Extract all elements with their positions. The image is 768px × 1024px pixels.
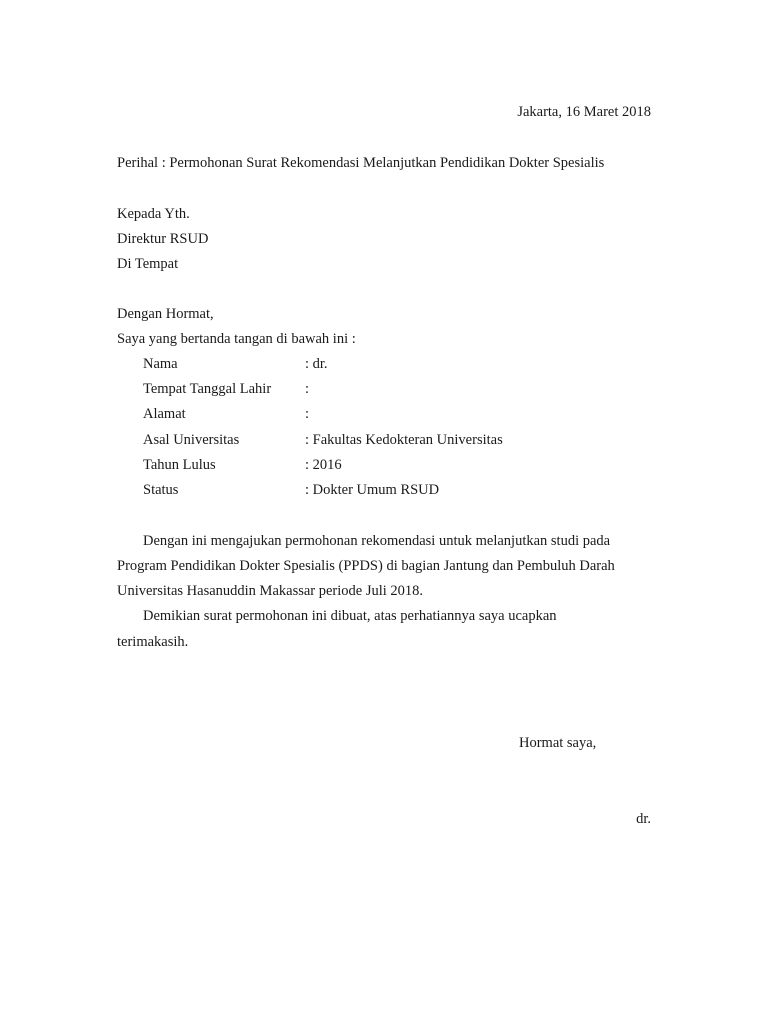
field-label-ttl: Tempat Tanggal Lahir xyxy=(143,381,272,397)
greeting: Dengan Hormat, xyxy=(117,306,214,322)
subject-line: Perihal : Permohonan Surat Rekomendasi Melanjutkan Pendidikan Dokter Spesialis xyxy=(117,155,605,171)
recipient-line-3: Di Tempat xyxy=(117,256,179,272)
field-label-nama: Nama xyxy=(143,356,178,372)
closing: Hormat saya, xyxy=(519,735,597,751)
body-p2-line1: Demikian surat permohonan ini dibuat, atas perhatiannya saya ucapkan xyxy=(143,608,557,624)
field-value-status: : Dokter Umum RSUD xyxy=(305,482,440,498)
field-label-universitas: Asal Universitas xyxy=(143,432,240,448)
field-value-universitas: : Fakultas Kedokteran Universitas xyxy=(305,432,503,448)
intro-line: Saya yang bertanda tangan di bawah ini : xyxy=(117,331,356,347)
field-value-ttl: : xyxy=(305,381,310,397)
field-value-nama: : dr. xyxy=(305,356,328,372)
body-p1-line2: Program Pendidikan Dokter Spesialis (PPDS) di bagian Jantung dan Pembuluh Darah xyxy=(117,558,615,574)
body-p1-line1: Dengan ini mengajukan permohonan rekomendasi untuk melanjutkan studi pada xyxy=(143,533,611,549)
date-line: Jakarta, 16 Maret 2018 xyxy=(517,104,651,120)
recipient-line-2: Direktur RSUD xyxy=(117,231,209,247)
field-label-status: Status xyxy=(143,482,179,498)
body-p2-line2: terimakasih. xyxy=(117,634,189,650)
body-p1-line3: Universitas Hasanuddin Makassar periode Juli 2018. xyxy=(117,583,424,599)
field-value-alamat: : xyxy=(305,406,310,422)
field-value-tahun-lulus: : 2016 xyxy=(305,457,342,473)
recipient-line-1: Kepada Yth. xyxy=(117,206,190,222)
field-label-alamat: Alamat xyxy=(143,406,186,422)
field-label-tahun-lulus: Tahun Lulus xyxy=(143,457,216,473)
signature: dr. xyxy=(636,811,651,827)
